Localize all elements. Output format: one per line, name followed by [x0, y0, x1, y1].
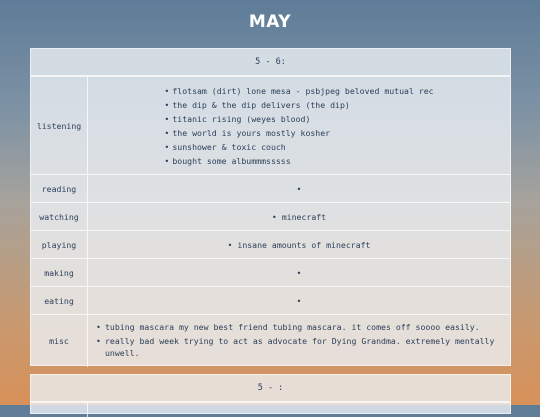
playing-content: • insane amounts of minecraft — [88, 231, 511, 259]
entry-date: 5 - 6: — [31, 49, 510, 76]
list-item: • really bad week trying to act as advocate for Dying Grandma. extremely mentally unwell. — [96, 335, 495, 358]
row-label-watching: watching — [31, 203, 88, 231]
list-item: • tubing mascara my new best friend tubing mascara. it comes off soooo easily. — [96, 321, 480, 332]
entry-date: 5 - : — [31, 375, 510, 402]
list-item: • titanic rising (weyes blood) — [164, 113, 311, 124]
entry-table — [31, 402, 510, 417]
list-item: • sunshower & toxic couch — [164, 141, 286, 152]
row-label-making: making — [31, 259, 88, 287]
row-label-reading: reading — [31, 175, 88, 203]
entry-table — [31, 76, 510, 367]
row-label-listening: listening — [31, 77, 88, 175]
row-making — [31, 259, 510, 287]
journal-entry — [30, 48, 511, 366]
list-item: • bought some albummmsssss — [164, 155, 291, 166]
listening-content — [88, 77, 511, 175]
row-playing — [31, 231, 510, 259]
row-label-misc: misc — [31, 315, 88, 367]
listening-list — [164, 84, 433, 168]
row-watching — [31, 203, 510, 231]
list-item: • the dip & the dip delivers (the dip) — [164, 99, 350, 110]
eating-content: • — [88, 287, 511, 315]
reading-content: • — [88, 175, 511, 203]
watching-content: • minecraft — [88, 203, 511, 231]
row-misc — [31, 315, 510, 367]
list-item: • the world is yours mostly kosher — [164, 127, 331, 138]
page-title: MAY — [248, 12, 292, 32]
row-label-playing: playing — [31, 231, 88, 259]
row-label-eating: eating — [31, 287, 88, 315]
row-reading — [31, 175, 510, 203]
row-listening — [31, 77, 510, 175]
misc-list — [96, 321, 502, 359]
misc-content — [88, 315, 511, 367]
list-item: • flotsam (dirt) lone mesa - psbjpeg beloved mutual rec — [164, 85, 434, 96]
journal-entry — [30, 374, 511, 414]
row-eating — [31, 287, 510, 315]
making-content: • — [88, 259, 511, 287]
